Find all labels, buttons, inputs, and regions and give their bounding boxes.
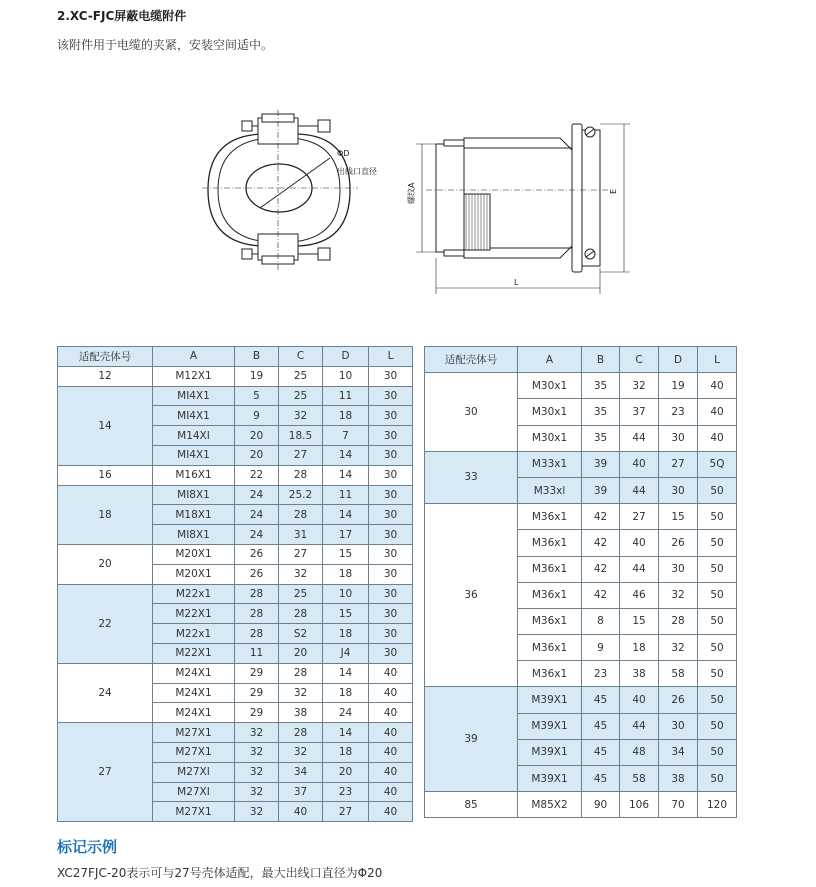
table-cell: 35: [582, 373, 620, 399]
table-cell: 29: [235, 663, 279, 683]
shell-size-cell: 30: [425, 373, 518, 452]
table-row: [425, 451, 737, 477]
shell-size-cell: 33: [425, 451, 518, 503]
table-cell: 14: [323, 465, 369, 485]
table-cell: 26: [235, 564, 279, 584]
table-cell: 42: [582, 530, 620, 556]
table-cell: M20X1: [153, 564, 235, 584]
table-cell: 23: [582, 661, 620, 687]
table-cell: M24X1: [153, 683, 235, 703]
table-cell: 40: [698, 425, 737, 451]
shell-size-cell: 18: [58, 485, 153, 544]
table-cell: M30x1: [518, 425, 582, 451]
table-cell: M12X1: [153, 366, 235, 386]
table-cell: 42: [582, 582, 620, 608]
table-cell: 30: [369, 406, 413, 426]
table-cell: 20: [323, 762, 369, 782]
table-cell: 58: [659, 661, 698, 687]
table-cell: J4: [323, 643, 369, 663]
table-cell: 40: [369, 762, 413, 782]
table-cell: 38: [659, 766, 698, 792]
table-cell: 106: [620, 792, 659, 818]
table-cell: 23: [323, 782, 369, 802]
table-cell: 50: [698, 477, 737, 503]
table-cell: M24X1: [153, 663, 235, 683]
table-cell: 27: [279, 445, 323, 465]
table-cell: M33xl: [518, 477, 582, 503]
table-cell: 50: [698, 582, 737, 608]
table-cell: 5Q: [698, 451, 737, 477]
table-cell: 44: [620, 556, 659, 582]
table-cell: 28: [659, 608, 698, 634]
table-cell: 40: [698, 373, 737, 399]
spec-table-2: [424, 346, 737, 818]
table-cell: 14: [323, 663, 369, 683]
shell-size-cell: 22: [58, 584, 153, 663]
table-cell: 28: [279, 663, 323, 683]
table-cell: 25: [279, 584, 323, 604]
table-cell: 32: [620, 373, 659, 399]
table-cell: 19: [235, 366, 279, 386]
table-cell: M33x1: [518, 451, 582, 477]
table-cell: 29: [235, 703, 279, 723]
table-cell: 58: [620, 766, 659, 792]
table-cell: 32: [235, 723, 279, 743]
table-cell: M36x1: [518, 530, 582, 556]
table-cell: 28: [235, 604, 279, 624]
table-cell: 40: [620, 530, 659, 556]
header-d: D: [323, 347, 369, 367]
table-cell: 45: [582, 739, 620, 765]
table-cell: 28: [235, 624, 279, 644]
spec-table-1: [57, 346, 413, 822]
section-title: 2.XC-FJC屏蔽电缆附件: [57, 9, 187, 23]
marking-example-text: XC27FJC-20表示可与27号壳体适配，最大出线口直径为Φ20: [57, 866, 383, 880]
table-cell: 18: [323, 742, 369, 762]
table-cell: M18X1: [153, 505, 235, 525]
shell-size-cell: 14: [58, 386, 153, 465]
shell-size-cell: 24: [58, 663, 153, 722]
table-cell: 20: [279, 643, 323, 663]
table-header-row: [425, 347, 737, 373]
table-cell: 30: [369, 584, 413, 604]
table-cell: 25: [279, 386, 323, 406]
table-cell: 14: [323, 445, 369, 465]
table-cell: M85X2: [518, 792, 582, 818]
table-cell: M22X1: [153, 643, 235, 663]
table-row: [58, 723, 413, 743]
table-cell: M30x1: [518, 373, 582, 399]
outlet-diameter-label: 出线口直径: [337, 167, 377, 176]
header-b: B: [235, 347, 279, 367]
table-cell: 30: [369, 505, 413, 525]
table-cell: 30: [369, 386, 413, 406]
table-cell: 40: [369, 802, 413, 822]
table-cell: 18: [620, 635, 659, 661]
table-cell: 44: [620, 713, 659, 739]
table-cell: 50: [698, 661, 737, 687]
table-cell: 30: [659, 713, 698, 739]
table-cell: 40: [369, 782, 413, 802]
table-cell: 35: [582, 425, 620, 451]
table-cell: 11: [323, 386, 369, 406]
table-cell: M20X1: [153, 544, 235, 564]
table-cell: MI4X1: [153, 406, 235, 426]
header-shell: 适配壳体号: [425, 347, 518, 373]
table-cell: 30: [659, 425, 698, 451]
table-cell: M30x1: [518, 399, 582, 425]
table-cell: 26: [659, 687, 698, 713]
table-cell: 37: [279, 782, 323, 802]
table-cell: 32: [279, 742, 323, 762]
table-cell: M14XI: [153, 426, 235, 446]
table-cell: M22x1: [153, 584, 235, 604]
table-cell: 24: [235, 485, 279, 505]
table-cell: M36x1: [518, 661, 582, 687]
table-cell: 30: [369, 525, 413, 545]
table-cell: 30: [369, 544, 413, 564]
shell-size-cell: 85: [425, 792, 518, 818]
table-cell: 24: [323, 703, 369, 723]
table-cell: 11: [235, 643, 279, 663]
table-cell: 15: [323, 544, 369, 564]
table-cell: M39X1: [518, 687, 582, 713]
table-cell: 45: [582, 713, 620, 739]
dimension-e-label: E: [609, 188, 618, 194]
header-l: L: [369, 347, 413, 367]
table-cell: 40: [698, 399, 737, 425]
table-row: [58, 663, 413, 683]
table-cell: 39: [582, 451, 620, 477]
table-row: [58, 465, 413, 485]
table-cell: 34: [659, 739, 698, 765]
table-cell: 30: [369, 564, 413, 584]
table-cell: M39X1: [518, 713, 582, 739]
header-a: A: [153, 347, 235, 367]
header-a: A: [518, 347, 582, 373]
table-cell: M36x1: [518, 608, 582, 634]
table-cell: M22X1: [153, 604, 235, 624]
table-cell: 31: [279, 525, 323, 545]
table-cell: 14: [323, 723, 369, 743]
table-cell: M36x1: [518, 582, 582, 608]
table-cell: 28: [279, 465, 323, 485]
table-cell: 30: [369, 643, 413, 663]
table-cell: 30: [369, 624, 413, 644]
table-cell: 40: [369, 723, 413, 743]
table-cell: M27X1: [153, 742, 235, 762]
table-cell: 27: [323, 802, 369, 822]
table-cell: 50: [698, 635, 737, 661]
table-cell: 15: [620, 608, 659, 634]
header-b: B: [582, 347, 620, 373]
shell-size-cell: 20: [58, 544, 153, 584]
table-cell: 25: [279, 366, 323, 386]
table-cell: M36x1: [518, 635, 582, 661]
table-cell: 23: [659, 399, 698, 425]
table-cell: 26: [235, 544, 279, 564]
table-cell: M27X1: [153, 802, 235, 822]
table-cell: M27XI: [153, 762, 235, 782]
table-cell: 10: [323, 584, 369, 604]
table-cell: 45: [582, 687, 620, 713]
table-cell: 120: [698, 792, 737, 818]
table-cell: 30: [369, 604, 413, 624]
table-cell: M27X1: [153, 723, 235, 743]
table-cell: 22: [235, 465, 279, 485]
table-row: [425, 792, 737, 818]
side-view: [416, 124, 630, 294]
table-cell: 30: [369, 366, 413, 386]
table-row: [425, 504, 737, 530]
table-cell: 46: [620, 582, 659, 608]
table-cell: S2: [279, 624, 323, 644]
table-cell: 40: [369, 683, 413, 703]
table-cell: 40: [369, 703, 413, 723]
table-cell: 42: [582, 504, 620, 530]
shell-size-cell: 12: [58, 366, 153, 386]
table-cell: 42: [582, 556, 620, 582]
table-cell: 19: [659, 373, 698, 399]
shell-size-cell: 39: [425, 687, 518, 792]
header-l: L: [698, 347, 737, 373]
shell-size-cell: 27: [58, 723, 153, 822]
table-cell: 18: [323, 624, 369, 644]
table-cell: 50: [698, 739, 737, 765]
table-cell: 38: [620, 661, 659, 687]
table-cell: M36x1: [518, 504, 582, 530]
table-cell: 14: [323, 505, 369, 525]
dimension-l-label: L: [514, 278, 519, 287]
table-cell: MI4X1: [153, 386, 235, 406]
table-row: [58, 544, 413, 564]
table-cell: 18: [323, 683, 369, 703]
table-cell: 11: [323, 485, 369, 505]
description: 该附件用于电缆的夹紧，安装空间适中。: [57, 38, 274, 52]
table-cell: 28: [279, 723, 323, 743]
table-cell: 18.5: [279, 426, 323, 446]
table-cell: MI4X1: [153, 445, 235, 465]
table-cell: 7: [323, 426, 369, 446]
table-cell: 17: [323, 525, 369, 545]
header-c: C: [620, 347, 659, 373]
table-cell: 20: [235, 445, 279, 465]
table-cell: 30: [369, 485, 413, 505]
table-cell: 40: [369, 742, 413, 762]
table-cell: 32: [279, 406, 323, 426]
phi-d-label: ΦD: [337, 149, 350, 158]
table-cell: 24: [235, 505, 279, 525]
technical-drawing: [200, 108, 640, 298]
table-cell: 15: [659, 504, 698, 530]
table-cell: M27XI: [153, 782, 235, 802]
shell-size-cell: 36: [425, 504, 518, 687]
table-cell: M22x1: [153, 624, 235, 644]
table-cell: M36x1: [518, 556, 582, 582]
table-cell: 30: [369, 426, 413, 446]
header-d: D: [659, 347, 698, 373]
table-cell: 30: [659, 477, 698, 503]
table-cell: 32: [235, 802, 279, 822]
table-cell: 50: [698, 687, 737, 713]
table-cell: 50: [698, 713, 737, 739]
table-cell: 50: [698, 504, 737, 530]
table-cell: M39X1: [518, 766, 582, 792]
table-cell: 90: [582, 792, 620, 818]
table-cell: 26: [659, 530, 698, 556]
table-cell: 32: [235, 782, 279, 802]
table-cell: 28: [235, 584, 279, 604]
table-cell: 20: [235, 426, 279, 446]
table-cell: 39: [582, 477, 620, 503]
table-cell: 50: [698, 556, 737, 582]
table-cell: 37: [620, 399, 659, 425]
table-row: [58, 386, 413, 406]
table-cell: 30: [659, 556, 698, 582]
table-cell: 25.2: [279, 485, 323, 505]
table-cell: 18: [323, 564, 369, 584]
table-cell: 24: [235, 525, 279, 545]
table-cell: 32: [659, 635, 698, 661]
table-cell: 48: [620, 739, 659, 765]
table-cell: 32: [235, 762, 279, 782]
table-cell: 45: [582, 766, 620, 792]
table-header-row: [58, 347, 413, 367]
table-cell: 5: [235, 386, 279, 406]
table-cell: 34: [279, 762, 323, 782]
table-cell: 27: [620, 504, 659, 530]
table-cell: 38: [279, 703, 323, 723]
table-cell: 50: [698, 608, 737, 634]
table-row: [425, 373, 737, 399]
table-cell: 28: [279, 505, 323, 525]
table-cell: 40: [620, 451, 659, 477]
table-cell: 9: [235, 406, 279, 426]
table-cell: 50: [698, 766, 737, 792]
table-cell: 32: [279, 564, 323, 584]
table-cell: 27: [279, 544, 323, 564]
table-cell: 15: [323, 604, 369, 624]
table-cell: 18: [323, 406, 369, 426]
table-cell: 9: [582, 635, 620, 661]
marking-example-title: 标记示例: [57, 838, 118, 856]
header-c: C: [279, 347, 323, 367]
table-cell: M39X1: [518, 739, 582, 765]
table-cell: 10: [323, 366, 369, 386]
table-row: [58, 485, 413, 505]
table-cell: 40: [620, 687, 659, 713]
table-row: [58, 366, 413, 386]
table-cell: 32: [235, 742, 279, 762]
table-cell: 32: [279, 683, 323, 703]
table-cell: 27: [659, 451, 698, 477]
table-cell: MI8X1: [153, 485, 235, 505]
table-cell: 35: [582, 399, 620, 425]
table-cell: 32: [659, 582, 698, 608]
table-cell: 70: [659, 792, 698, 818]
thread-a-label: 螺纹A: [407, 182, 416, 204]
table-cell: MI8X1: [153, 525, 235, 545]
table-cell: 40: [279, 802, 323, 822]
table-row: [425, 687, 737, 713]
table-cell: 40: [369, 663, 413, 683]
table-cell: 44: [620, 477, 659, 503]
table-cell: M24X1: [153, 703, 235, 723]
table-cell: 8: [582, 608, 620, 634]
table-cell: 29: [235, 683, 279, 703]
table-cell: 30: [369, 465, 413, 485]
table-cell: 50: [698, 530, 737, 556]
header-shell: 适配壳体号: [58, 347, 153, 367]
table-cell: M16X1: [153, 465, 235, 485]
table-row: [58, 584, 413, 604]
table-cell: 30: [369, 445, 413, 465]
front-view: [202, 110, 358, 270]
table-cell: 44: [620, 425, 659, 451]
shell-size-cell: 16: [58, 465, 153, 485]
table-cell: 28: [279, 604, 323, 624]
